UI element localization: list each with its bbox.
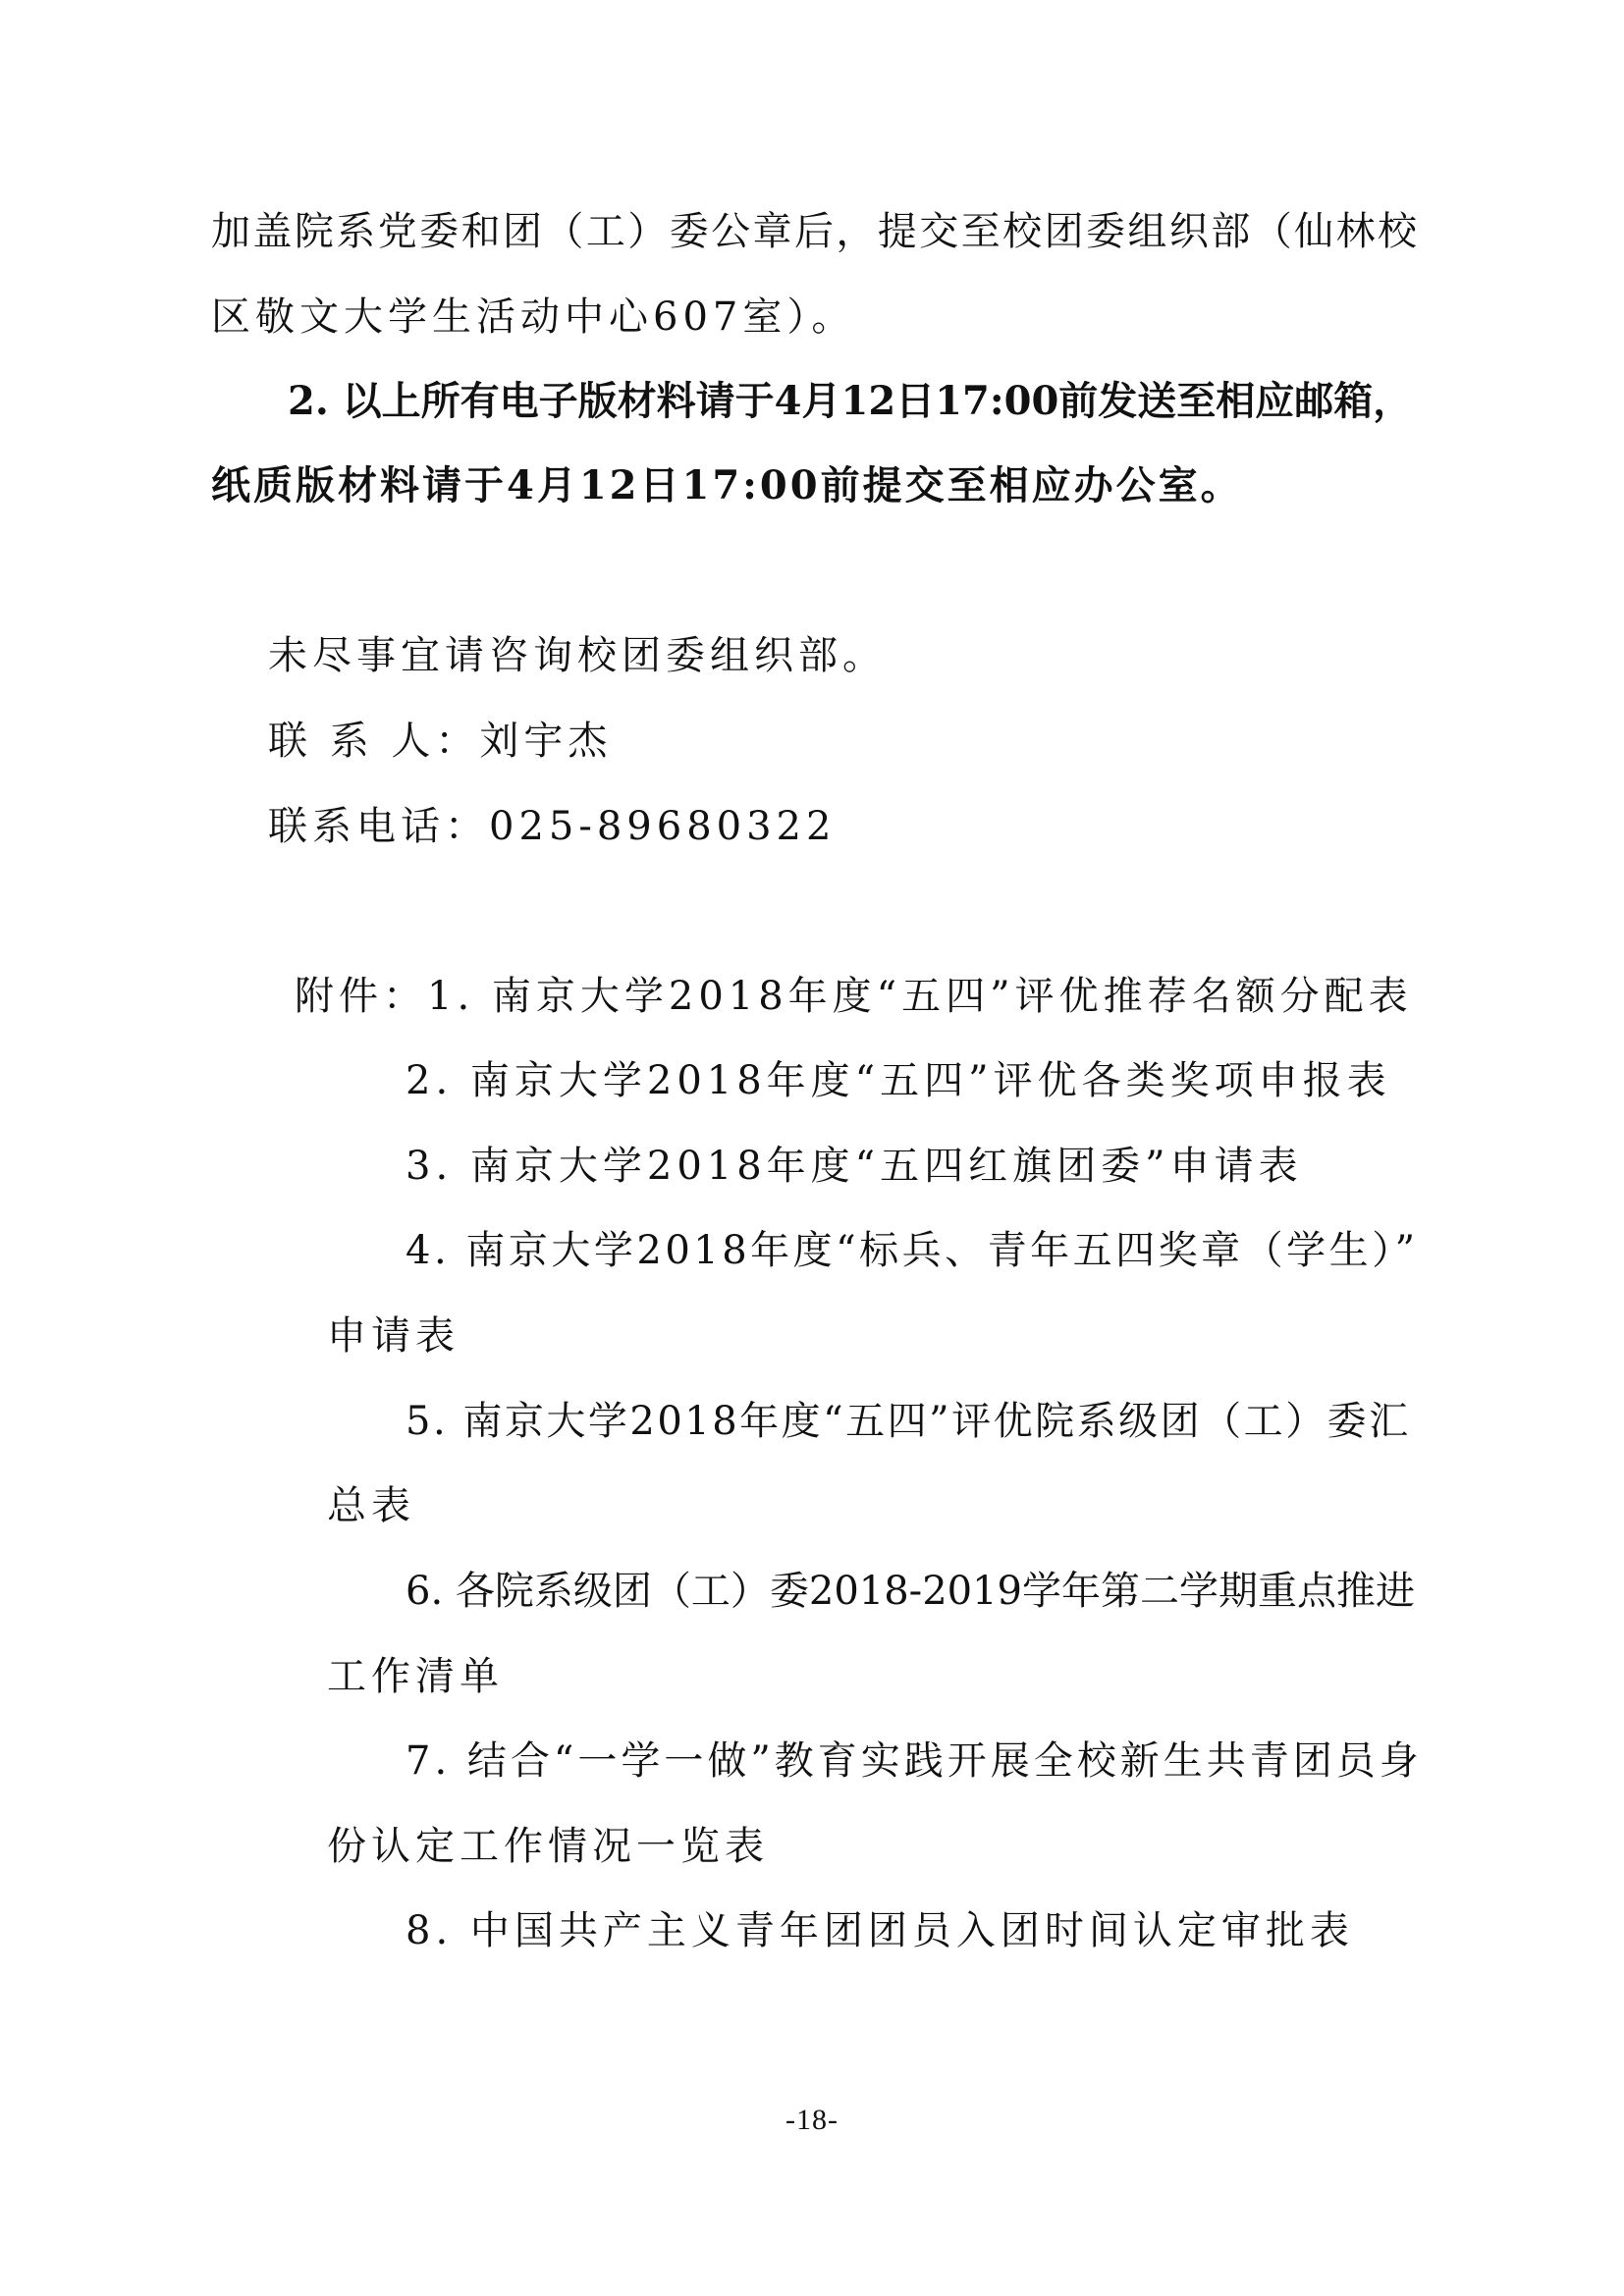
attachment-item-2: 2. 南京大学2018年度“五四”评优各类奖项申报表 xyxy=(406,1058,1391,1103)
intro-line-1: 加盖院系党委和团（工）委公章后，提交至校团委组织部（仙林校 xyxy=(211,209,1419,254)
attachment-item-4-line-1: 4. 南京大学2018年度“标兵、青年五四奖章（学生）” xyxy=(406,1228,1419,1273)
page-number: -18- xyxy=(785,2104,839,2136)
contact-person: 联 系 人：刘宇杰 xyxy=(268,719,613,764)
attachment-item-1: 附件：1. 南京大学2018年度“五四”评优推荐名额分配表 xyxy=(295,974,1413,1019)
attachment-item-7-line-1: 7. 结合“一学一做”教育实践开展全校新生共青团员身 xyxy=(406,1738,1423,1784)
attachment-item-6-line-2: 工作清单 xyxy=(327,1654,504,1699)
deadline-line-1: 2. 以上所有电子版材料请于4月12日17:00前发送至相应邮箱， xyxy=(288,378,1413,424)
attachment-item-8: 8. 中国共产主义青年团团员入团时间认定审批表 xyxy=(406,1908,1354,1953)
attachment-item-4-line-2: 申请表 xyxy=(327,1313,460,1359)
intro-line-2: 区敬文大学生活动中心607室）。 xyxy=(211,294,856,340)
attachment-item-5-line-2: 总表 xyxy=(327,1483,415,1528)
attachment-item-6-line-1: 6. 各院系级团（工）委2018-2019学年第二学期重点推进 xyxy=(406,1569,1415,1614)
attachment-item-7-line-2: 份认定工作情况一览表 xyxy=(327,1824,769,1869)
deadline-line-2: 纸质版材料请于4月12日17:00前提交至相应办公室。 xyxy=(211,462,1243,508)
attachment-item-5-line-1: 5. 南京大学2018年度“五四”评优院系级团（工）委汇 xyxy=(406,1399,1411,1444)
inquiry-text: 未尽事宜请咨询校团委组织部。 xyxy=(268,633,887,678)
contact-phone: 联系电话：025-89680322 xyxy=(268,804,837,849)
attachment-item-3: 3. 南京大学2018年度“五四红旗团委”申请表 xyxy=(406,1144,1303,1189)
